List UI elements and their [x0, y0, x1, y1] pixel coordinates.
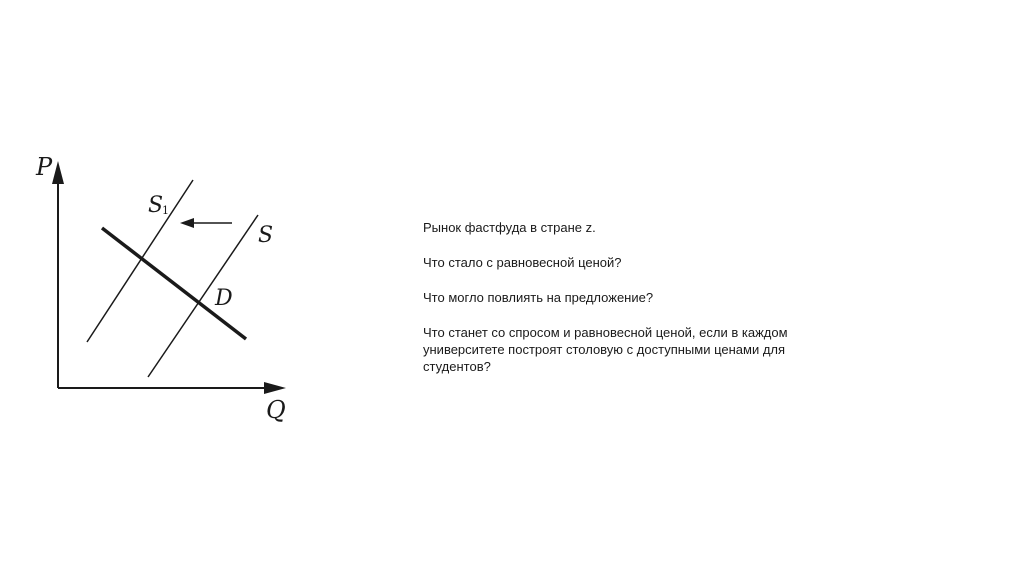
y-axis-arrow-icon: [52, 161, 64, 184]
demand-d-label: D: [215, 286, 233, 311]
y-axis-label: P: [36, 153, 53, 181]
demand-curve-d: [102, 228, 246, 339]
supply-curve-s: [148, 215, 258, 377]
supply-s-label: S: [258, 223, 274, 248]
left-arrow-icon: [180, 218, 194, 228]
x-axis-arrow-icon: [264, 382, 286, 394]
market-title: Рынок фастфуда в стране z.: [423, 220, 596, 235]
supply-curve-s1: [87, 180, 193, 342]
x-axis-label: Q: [266, 396, 286, 424]
question-supply: Что могло повлиять на предложение?: [423, 290, 654, 305]
question-demand: Что станет со спросом и равновесной ценой, если в каждом университете построят столовую с доступными ценами для студентов?: [423, 325, 788, 374]
question-price: Что стало с равновесной ценой?: [423, 255, 622, 270]
supply-s1-subscript: 1: [162, 204, 169, 217]
supply-s1-label: S: [148, 193, 164, 218]
question-text-block: [423, 219, 803, 393]
